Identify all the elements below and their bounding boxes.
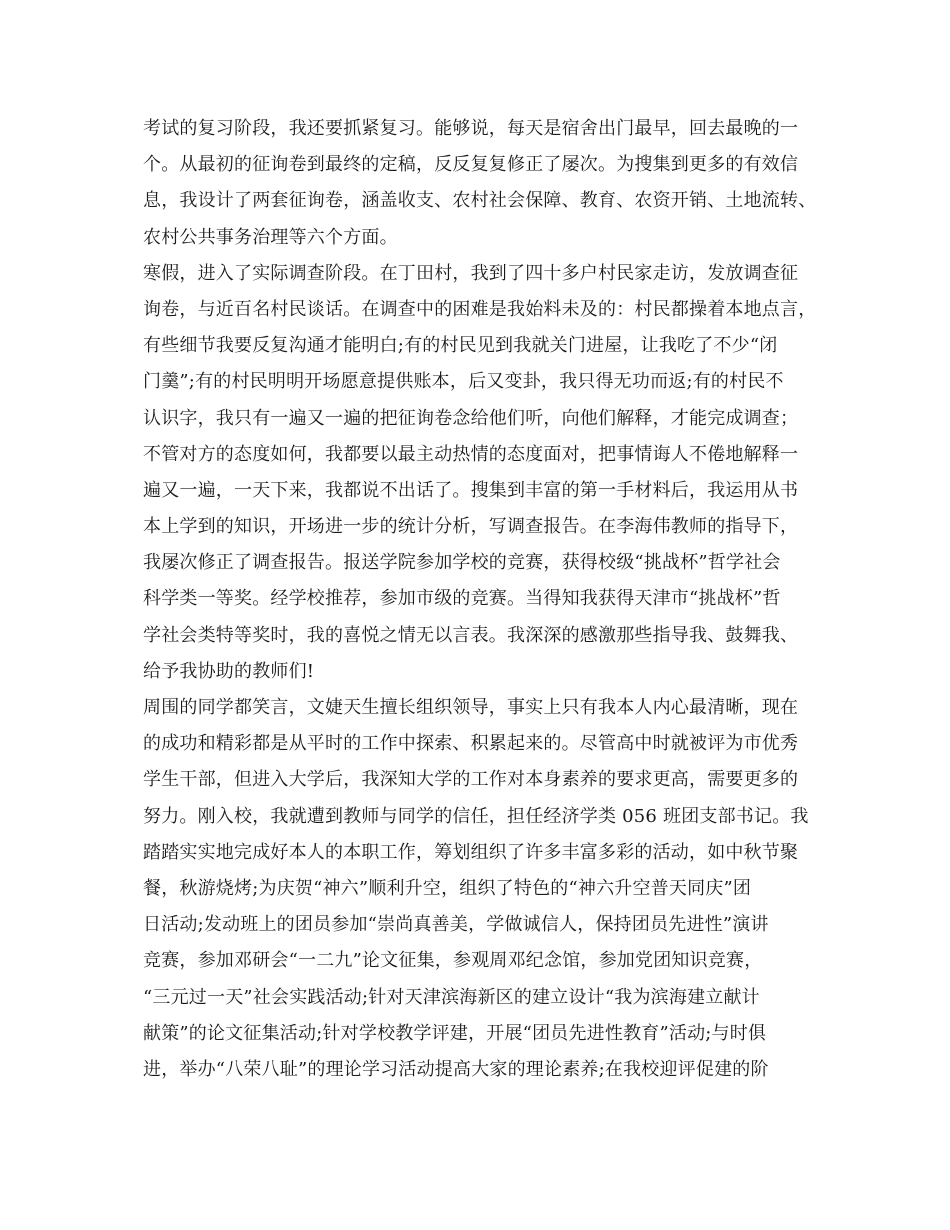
text-line: 认识字，我只有一遍又一遍的把征询卷念给他们听，向他们解释，才能完成调查；	[143, 407, 799, 429]
text-line: 不管对方的态度如何，我都要以最主动热情的态度面对，把事情诲人不倦地解释一	[143, 443, 799, 465]
text-line: 的成功和精彩都是从平时的工作中探索、积累起来的。尽管高中时就被评为市优秀	[143, 733, 799, 755]
text-line: 本上学到的知识，开场进一步的统计分析，写调查报告。在李海伟教师的指导下，	[143, 516, 799, 538]
text-line: 竞赛，参加邓研会“一二九”论文征集，参观周邓纪念馆，参加党团知识竞赛，	[143, 950, 763, 972]
text-line: 献策”的论文征集活动;针对学校教学评建，开展“团员先进性教育”活动;与时俱	[143, 1022, 767, 1044]
text-line: 给予我协助的教师们!	[143, 660, 315, 682]
text-line: 周围的同学都笑言，文婕天生擅长组织领导，事实上只有我本人内心最清晰，现在	[143, 697, 799, 718]
text-line: “三元过一天”社会实践活动;针对天津滨海新区的建立设计“我为滨海建立献计	[143, 986, 760, 1008]
text-line: 进，举办“八荣八耻”的理论学习活动提高大家的理论素养;在我校迎评促建的阶	[143, 1058, 769, 1080]
text-line: 农村公共事务治理等六个方面。	[143, 226, 398, 248]
text-line: 努力。刚入校，我就遭到教师与同学的信任，担任经济学类 056 班团支部书记。我	[143, 805, 809, 827]
text-line: 学社会类特等奖时，我的喜悦之情无以言表。我深深的感激那些指导我、鼓舞我、	[143, 624, 799, 646]
text-line: 餐，秋游烧烤;为庆贺“神六”顺利升空，组织了特色的“神六升空普天同庆”团	[143, 877, 752, 899]
text-line: 有些细节我要反复沟通才能明白;有的村民见到我就关门进屋，让我吃了不少“闭	[143, 335, 778, 357]
text-line: 日活动;发动班上的团员参加“崇尚真善美，学做诚信人，保持团员先进性”演讲	[143, 914, 769, 936]
text-line: 遍又一遍，一天下来，我都说不出话了。搜集到丰富的第一手材料后，我运用从书	[143, 479, 799, 501]
text-line: 寒假，进入了实际调查阶段。在丁田村，我到了四十多户村民家走访，发放调查征	[143, 262, 799, 284]
text-line: 我屡次修正了调查报告。报送学院参加学校的竞赛，获得校级“挑战杯”哲学社会	[143, 552, 781, 574]
text-line: 学生干部，但进入大学后，我深知大学的工作对本身素养的要求更高，需要更多的	[143, 769, 799, 791]
text-line: 个。从最初的征询卷到最终的定稿，反反复复修正了屡次。为搜集到更多的有效信	[143, 154, 799, 176]
text-line: 门羹”;有的村民明明开场愿意提供账本，后又变卦，我只得无功而返;有的村民不	[143, 371, 784, 393]
text-line: 息，我设计了两套征询卷，涵盖收支、农村社会保障、教育、农资开销、土地流转、	[143, 190, 817, 212]
text-line: 科学类一等奖。经学校推荐，参加市级的竞赛。当得知我获得天津市“挑战杯”哲	[143, 588, 781, 610]
text-line: 询卷，与近百名村民谈话。在调查中的困难是我始料未及的：村民都操着本地点言，	[143, 298, 817, 320]
text-line: 踏踏实实地完成好本人的本职工作，筹划组织了许多丰富多彩的活动，如中秋节聚	[143, 841, 799, 863]
body-text	[143, 111, 833, 1088]
text-line: 考试的复习阶段，我还要抓紧复习。能够说，每天是宿舍出门最早，回去最晚的一	[143, 118, 799, 139]
